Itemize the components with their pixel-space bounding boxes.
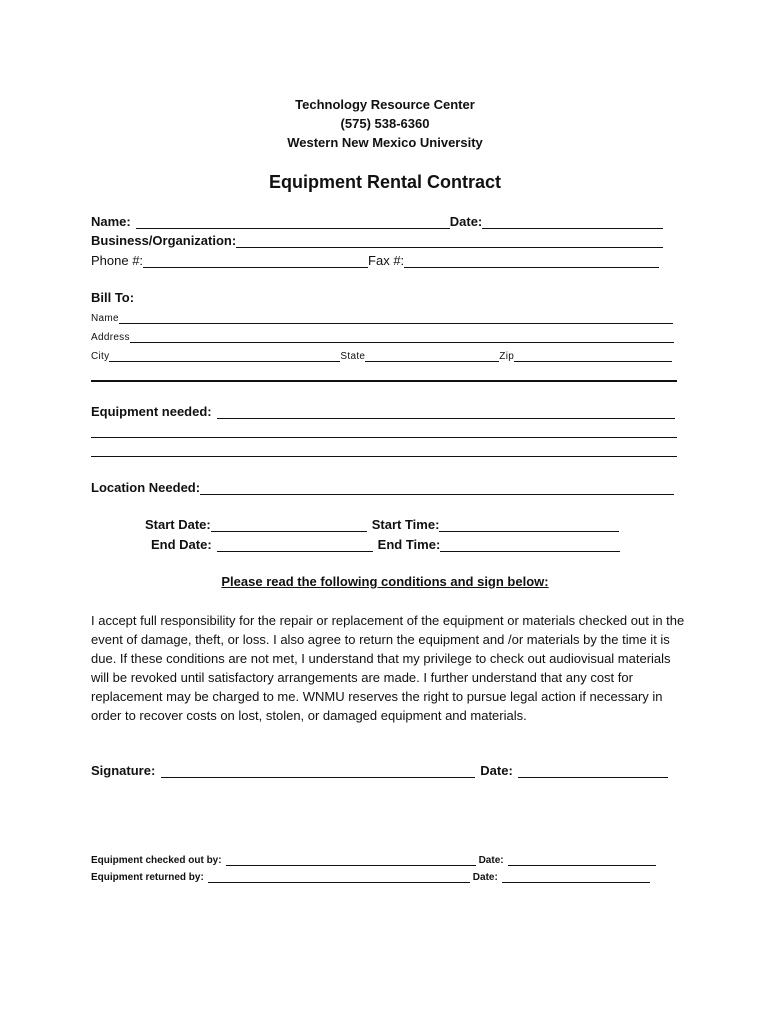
bill-city-field[interactable]	[109, 350, 340, 362]
checked-out-date-label: Date:	[478, 855, 504, 866]
org-phone: (575) 538-6360	[340, 116, 430, 131]
bill-address-label: Address	[91, 332, 130, 343]
bill-city-row	[91, 350, 672, 362]
returned-field[interactable]	[208, 872, 470, 883]
start-date-field[interactable]	[211, 518, 367, 532]
start-time-label: Start Time:	[371, 517, 440, 532]
end-row	[151, 537, 620, 552]
agreement-paragraph: I accept full responsibility for the repair or replacement of the equipment or materials checked out in the event of damage, theft, or loss. I also agree to return the equipment and /or materials by the time it is due. If these conditions are not met, I understand that my privilege to check out audiovisual materials will be revoked until satisfactory arrangements are made. I further understand that any cost for replacement may be charged to me. WNMU reserves the right to pursue legal action if necessary in order to recover costs on lost, stolen, or damaged equipment and materials.	[91, 613, 685, 723]
start-time-field[interactable]	[439, 518, 619, 532]
fax-field[interactable]	[404, 254, 659, 268]
name-date-row	[91, 214, 663, 229]
date-label: Date:	[449, 214, 483, 229]
bill-city-label: City	[91, 351, 110, 362]
bill-to-heading: Bill To:	[91, 290, 135, 305]
returned-row	[91, 872, 650, 883]
returned-label: Equipment returned by:	[91, 872, 204, 883]
phone-field[interactable]	[143, 254, 368, 268]
phone-fax-row	[91, 253, 659, 268]
equipment-line-3[interactable]	[91, 456, 677, 457]
returned-date-label: Date:	[472, 872, 498, 883]
page-title: Equipment Rental Contract	[268, 172, 501, 192]
end-time-label: End Time:	[377, 537, 441, 552]
bill-name-field[interactable]	[119, 312, 673, 324]
business-field[interactable]	[236, 234, 663, 248]
signature-date-field[interactable]	[518, 764, 668, 778]
bill-state-label: State	[340, 351, 366, 362]
checked-out-label: Equipment checked out by:	[91, 855, 222, 866]
bill-extra-line[interactable]	[91, 380, 677, 382]
equipment-needed-label: Equipment needed:	[91, 404, 212, 419]
bill-zip-field[interactable]	[514, 350, 672, 362]
date-field[interactable]	[482, 215, 663, 229]
checked-out-date-field[interactable]	[508, 855, 656, 866]
equipment-needed-row	[91, 404, 675, 419]
bill-name-label: Name	[91, 313, 119, 324]
instructions-heading: Please read the following conditions and sign below:	[221, 574, 549, 589]
signature-field[interactable]	[161, 764, 475, 778]
phone-label: Phone #:	[91, 253, 144, 268]
checked-out-field[interactable]	[226, 855, 476, 866]
returned-date-field[interactable]	[502, 872, 650, 883]
fax-label: Fax #:	[368, 253, 405, 268]
signature-row	[91, 763, 668, 778]
end-date-field[interactable]	[217, 538, 373, 552]
bill-zip-label: Zip	[499, 351, 515, 362]
end-date-label: End Date:	[151, 537, 212, 552]
bill-name-row	[91, 312, 673, 324]
equipment-line-2[interactable]	[91, 437, 677, 438]
org-name: Technology Resource Center	[295, 97, 475, 112]
university-name: Western New Mexico University	[287, 135, 483, 150]
name-label: Name:	[91, 214, 131, 229]
start-date-label: Start Date:	[145, 517, 211, 532]
checked-out-row	[91, 855, 656, 866]
signature-date-label: Date:	[480, 763, 513, 778]
location-needed-field[interactable]	[200, 481, 674, 495]
location-needed-row	[91, 480, 674, 495]
bill-address-field[interactable]	[130, 331, 674, 343]
business-label: Business/Organization:	[91, 233, 237, 248]
signature-label: Signature:	[91, 763, 156, 778]
name-field[interactable]	[136, 215, 450, 229]
location-needed-label: Location Needed:	[91, 480, 201, 495]
equipment-needed-field[interactable]	[217, 405, 675, 419]
business-row	[91, 233, 663, 248]
bill-address-row	[91, 331, 674, 343]
end-time-field[interactable]	[440, 538, 620, 552]
start-row	[145, 517, 619, 532]
bill-state-field[interactable]	[365, 350, 499, 362]
header	[0, 95, 770, 152]
